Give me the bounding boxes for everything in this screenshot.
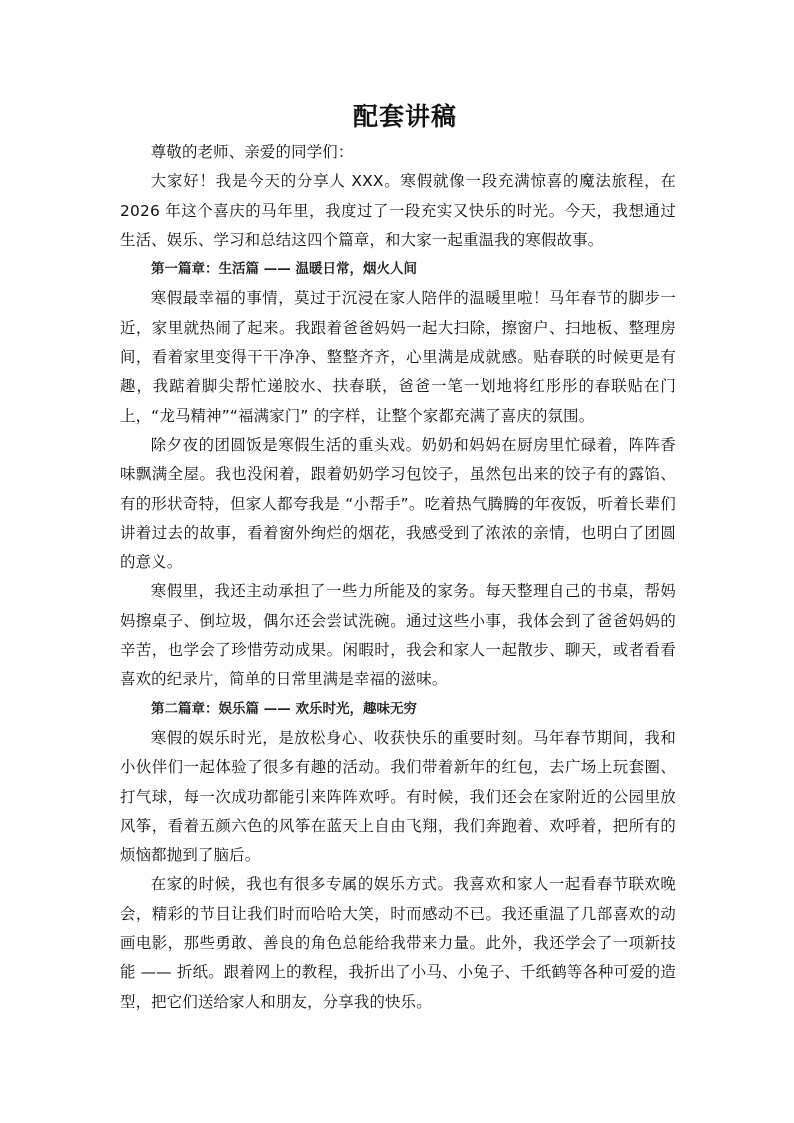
section-heading: 第一篇章：生活篇 —— 温暖日常，烟火人间 [151, 261, 417, 278]
salutation: 尊敬的老师、亲爱的同学们： [150, 143, 354, 161]
body-paragraph: 寒假的娱乐时光，是放松身心、收获快乐的重要时刻。马年春节期间，我和小伙伴们一起体验了很多有趣的活动。我们带着新年的红包，去广场上玩套圈、打气球，每一次成功都能引来阵阵欢呼。有时候，我们还会在家附近的公园里放风筝，看着五颜六色的风筝在蓝天上自由飞翔，我们奔跑着、欢呼着，把所有的烦恼都抛到了脑后。 [120, 728, 676, 865]
body-paragraph: 除夕夜的团圆饭是寒假生活的重头戏。奶奶和妈妈在厨房里忙碌着，阵阵香味飘满全屋。我也没闲着，跟着奶奶学习包饺子，虽然包出来的饺子有的露馅、有的形状奇特，但家人都夸我是 “小帮手”。吃着热气腾腾的年夜饭，听着长辈们讲着过去的故事，看着窗外绚烂的烟花，我感受到了浓浓的亲情，也明白了团圆的意义。 [120, 435, 676, 572]
body-paragraph: 在家的时候，我也有很多专属的娱乐方式。我喜欢和家人一起看春节联欢晚会，精彩的节目让我们时而哈哈大笑，时而感动不已。我还重温了几部喜欢的动画电影，那些勇敢、善良的角色总能给我带来力量。此外，我还学会了一项新技能 —— 折纸。跟着网上的教程，我折出了小马、小兔子、千纸鹤等各种可爱的造型，把它们送给家人和朋友，分享我的快乐。 [120, 875, 676, 1011]
body-paragraph: 寒假里，我还主动承担了一些力所能及的家务。每天整理自己的书桌，帮妈妈擦桌子、倒垃圾，偶尔还会尝试洗碗。通过这些小事，我体会到了爸爸妈妈的辛苦，也学会了珍惜劳动成果。闲暇时，我会和家人一起散步、聊天，或者看看喜欢的纪录片，简单的日常里满是幸福的滋味。 [120, 582, 676, 689]
intro-paragraph: 大家好！我是今天的分享人 XXX。寒假就像一段充满惊喜的魔法旅程，在 2026 年这个喜庆的马年里，我度过了一段充实又快乐的时光。今天，我想通过生活、娱乐、学习和总结这四个篇章，和大家一起重温我的寒假故事。 [120, 172, 676, 249]
document-page [120, 100, 676, 1017]
section-life [120, 255, 676, 694]
section-entertainment [120, 695, 676, 1017]
section-heading: 第二篇章：娱乐篇 —— 欢乐时光，趣味无穷 [151, 700, 417, 717]
body-paragraph: 寒假最幸福的事情，莫过于沉浸在家人陪伴的温暖里啦！马年春节的脚步一近，家里就热闹了起来。我跟着爸爸妈妈一起大扫除，擦窗户、扫地板、整理房间，看着家里变得干干净净、整整齐齐，心里满是成就感。贴春联的时候更是有趣，我踮着脚尖帮忙递胶水、扶春联，爸爸一笔一划地将红彤彤的春联贴在门上，“龙马精神”“福满家门” 的字样，让整个家都充满了喜庆的氛围。 [120, 289, 676, 425]
document-title: 配套讲稿 [352, 102, 457, 131]
